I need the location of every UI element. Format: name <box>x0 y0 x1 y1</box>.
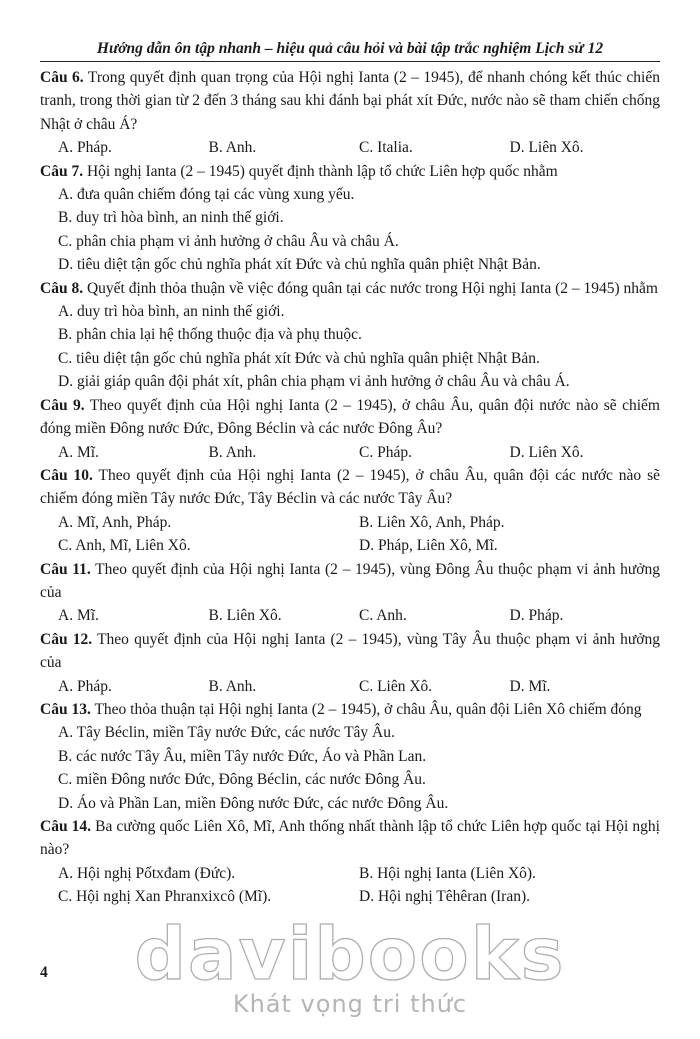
question-10 <box>40 464 660 558</box>
question-8 <box>40 277 660 394</box>
option-a: A. duy trì hòa bình, an ninh thế giới. <box>58 303 285 321</box>
option-a: A. Tây Béclin, miền Tây nước Đức, các nước Tây Âu. <box>58 724 395 742</box>
question-text: Theo quyết định của Hội nghị Ianta (2 – 1945), vùng Tây Âu thuộc phạm vi ảnh hưởng của <box>40 630 660 672</box>
question-text: Theo quyết định của Hội nghị Ianta (2 – 1945), ở châu Âu, quân đội nước nào sẽ chiếm đóng miền Đông nước Đức, Đông Béclin và các nước Đông Âu? <box>40 396 660 438</box>
option-c: C. miền Đông nước Đức, Đông Béclin, các nước Đông Âu. <box>58 771 426 789</box>
option-c: C. Italia. <box>359 139 413 157</box>
option-a: A. Mĩ, Anh, Pháp. <box>58 513 172 531</box>
question-label: Câu 13. <box>40 700 91 718</box>
option-c: C. tiêu diệt tận gốc chủ nghĩa phát xít Đức và chủ nghĩa quân phiệt Nhật Bản. <box>58 349 540 367</box>
question-label: Câu 11. <box>40 560 91 578</box>
question-14 <box>40 815 660 909</box>
option-c: C. Pháp. <box>359 443 412 461</box>
option-b: B. Liên Xô. <box>208 607 282 625</box>
question-label: Câu 10. <box>40 466 93 484</box>
option-c: C. Anh. <box>359 607 407 625</box>
option-a: A. Mĩ. <box>58 443 99 461</box>
question-label: Câu 7. <box>40 162 84 180</box>
question-11 <box>40 558 660 628</box>
question-text: Theo quyết định của Hội nghị Ianta (2 – 1945), vùng Đông Âu thuộc phạm vi ảnh hưởng của <box>40 560 660 601</box>
option-c: C. Liên Xô. <box>359 677 433 695</box>
option-b: B. Hội nghị Ianta (Liên Xô). <box>359 864 536 882</box>
question-9 <box>40 394 660 464</box>
question-text: Ba cường quốc Liên Xô, Mĩ, Anh thống nhất thành lập tổ chức Liên hợp quốc tại Hội nghị nào? <box>40 818 660 859</box>
option-c: C. phân chia phạm vi ảnh hưởng ở châu Âu và châu Á. <box>58 232 399 250</box>
question-text: Hội nghị Ianta (2 – 1945) quyết định thành lập tổ chức Liên hợp quốc nhằm <box>86 162 558 180</box>
option-b: B. Anh. <box>208 677 257 695</box>
question-12 <box>40 628 660 698</box>
option-d: D. Pháp, Liên Xô, Mĩ. <box>359 537 498 555</box>
option-a: A. Hội nghị Pốtxđam (Đức). <box>58 864 236 882</box>
page-number: 4 <box>40 964 48 981</box>
question-label: Câu 6. <box>40 69 84 86</box>
option-d: D. Áo và Phần Lan, miền Đông nước Đức, các nước Đông Âu. <box>58 794 449 812</box>
question-7 <box>40 160 660 277</box>
question-text: Quyết định thỏa thuận về việc đóng quân tại các nước trong Hội nghị Ianta (2 – 1945) nhằm <box>86 279 658 297</box>
option-c: C. Anh, Mĩ, Liên Xô. <box>58 537 191 555</box>
option-d: D. Mĩ. <box>509 677 551 695</box>
question-6 <box>40 66 660 160</box>
question-13 <box>40 698 660 815</box>
option-b: B. Liên Xô, Anh, Pháp. <box>359 513 505 531</box>
option-a: A. Mĩ. <box>58 607 99 625</box>
option-d: D. Liên Xô. <box>509 443 584 461</box>
question-text: Theo quyết định của Hội nghị Ianta (2 – 1945), ở châu Âu, quân đội các nước nào sẽ chiếm đóng miền Tây nước Đức, Tây Béclin và các nước Tây Âu? <box>40 466 660 508</box>
option-d: D. Hội nghị Têhêran (Iran). <box>359 888 531 906</box>
watermark-logo: davibooks <box>134 912 566 996</box>
option-b: B. duy trì hòa bình, an ninh thế giới. <box>58 209 284 227</box>
question-label: Câu 9. <box>40 396 85 414</box>
option-c: C. Hội nghị Xan Phranxixcô (Mĩ). <box>58 888 272 906</box>
option-d: D. Pháp. <box>509 607 564 625</box>
option-d: D. tiêu diệt tận gốc chủ nghĩa phát xít Đức và chủ nghĩa quân phiệt Nhật Bản. <box>58 256 541 274</box>
option-b: B. phân chia lại hệ thống thuộc địa và phụ thuộc. <box>58 326 362 344</box>
running-header: Hướng dẫn ôn tập nhanh – hiệu quả câu hỏi và bài tập trắc nghiệm Lịch sử 12 <box>40 40 660 62</box>
option-a: A. Pháp. <box>58 677 112 695</box>
watermark-tagline: Khát vọng tri thức <box>232 990 468 1018</box>
option-a: A. đưa quân chiếm đóng tại các vùng xung yếu. <box>58 186 355 204</box>
question-list <box>40 66 660 909</box>
option-d: D. giải giáp quân đội phát xít, phân chia phạm vi ảnh hưởng ở châu Âu và châu Á. <box>58 373 570 391</box>
question-text: Trong quyết định quan trọng của Hội nghị Ianta (2 – 1945), để nhanh chóng kết thúc chiến tranh, trong thời gian từ 2 đến 3 tháng sau khi đánh bại phát xít Đức, nước nào sẽ tham chiến chống Nhật ở châu Á? <box>40 69 660 133</box>
question-label: Câu 12. <box>40 630 93 648</box>
option-b: B. các nước Tây Âu, miền Tây nước Đức, Áo và Phần Lan. <box>58 747 427 765</box>
option-b: B. Anh. <box>208 443 257 461</box>
question-label: Câu 8. <box>40 279 84 297</box>
option-b: B. Anh. <box>208 139 257 157</box>
question-text: Theo thỏa thuận tại Hội nghị Ianta (2 – 1945), ở châu Âu, quân đội Liên Xô chiếm đóng <box>94 700 642 718</box>
question-label: Câu 14. <box>40 818 92 835</box>
option-d: D. Liên Xô. <box>509 139 584 157</box>
option-a: A. Pháp. <box>58 139 112 157</box>
